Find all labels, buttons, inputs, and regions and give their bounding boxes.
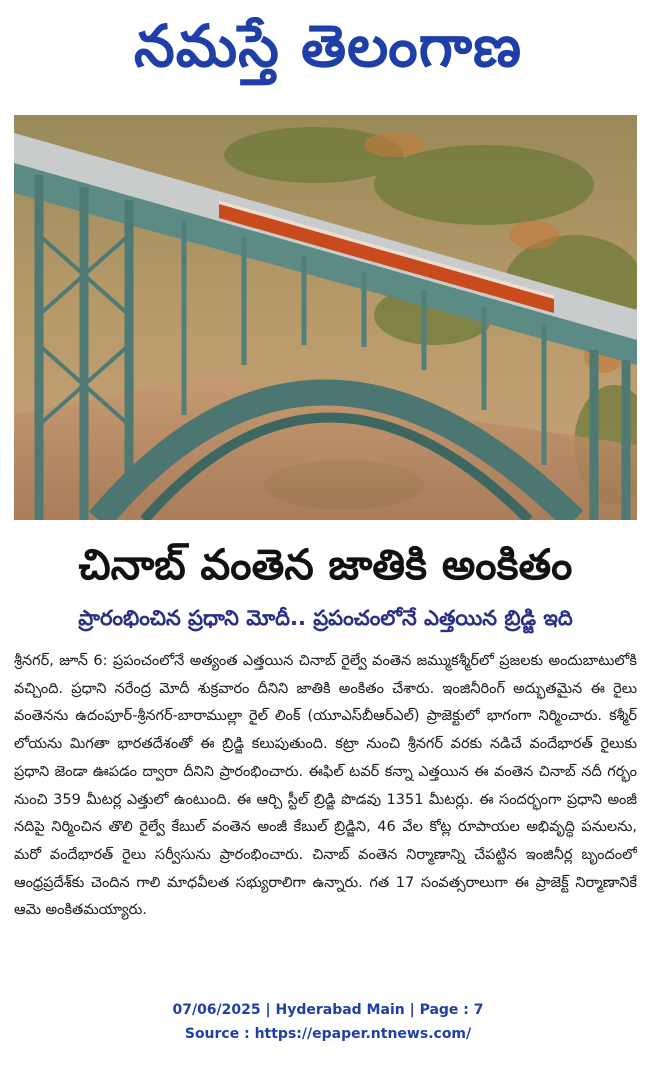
chenab-bridge-photo: [14, 115, 637, 520]
article-subheadline: ప్రారంభించిన ప్రధాని మోదీ.. ప్రపంచంలోనే ఎత్తయిన బ్రిడ్జి ఇది: [78, 606, 573, 630]
article-headline: చినాబ్ వంతెన జాతికి అంకితం: [78, 540, 573, 589]
edition-info: 07/06/2025 | Hyderabad Main | Page : 7: [172, 1002, 484, 1018]
newspaper-masthead: [0, 6, 656, 86]
source-link[interactable]: Source : https://epaper.ntnews.com/: [184, 1026, 472, 1042]
article-dateline: శ్రీనగర్, జూన్ 6:: [14, 653, 108, 669]
masthead-title: నమస్తే తెలంగాణ: [134, 12, 522, 80]
article-body: [14, 648, 637, 988]
article-body-text: ప్రపంచంలోనే అత్యంత ఎత్తయిన చినాబ్ రైల్వే వంతెన జమ్ముకశ్మీర్‌లో ప్రజలకు అందుబాటులోకి వచ్చింది. ప్రధాని నరేంద్ర మోదీ శుక్రవారం దీనిని జాతికి అంకితం చేశారు. ఇంజినీరింగ్ అద్భుతమైన ఈ రైలు వంతెనను ఉదంపూర్-శ్రీనగర్-బారాముల్లా రైల్ లింక్ (యూఎస్‌బీఆర్‌ఎల్) ప్రాజెక్టులో భాగంగా నిర్మించారు. కశ్మీర్ లోయను మిగతా భారతదేశంతో ఈ బ్రిడ్జి కలుపుతుంది. కట్రా నుంచి శ్రీనగర్ వరకు నడిచే వందేభారత్ రైలుకు ప్రధాని జెండా ఊపడం ద్వారా దీనిని ప్రారంభించారు. ఈఫిల్ టవర్ కన్నా ఎత్తయిన ఈ వంతెన చినాబ్ నదీ గర్భం నుంచి 359 మీటర్ల ఎత్తులో ఉంటుంది. ఈ ఆర్చి స్టీల్ బ్రిడ్జి పొడవు 1351 మీటర్లు. ఈ సందర్భంగా ప్రధాని అంజీ నదిపై నిర్మించిన తొలి రైల్వే కేబుల్ వంతెన అంజీ కేబుల్ బ్రిడ్జిని, 46 వేల కోట్ల రూపాయల అభివృద్ధి పనులను, మరో వందేభారత్ రైలు సర్వీసును ప్రారంభించారు. చినాబ్ వంతెన నిర్మాణాన్ని చేపట్టిన ఇంజినీర్ల బృందంలో ఆంధ్రప్రదేశ్‌కు చెందిన గాలి మాధవీలత సభ్యురాలిగా ఉన్నారు. గత 17 సంవత్సరాలుగా ఈ ప్రాజెక్ట్ నిర్మాణానికే ఆమె అంకితమయ్యారు.: [14, 653, 637, 919]
